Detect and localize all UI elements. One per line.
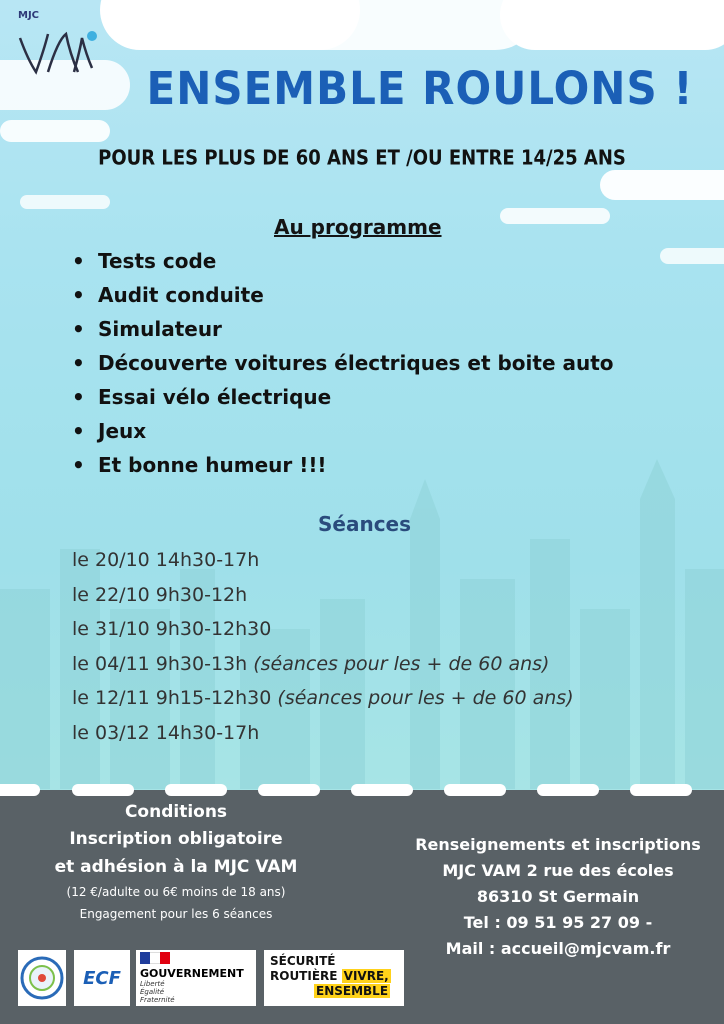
footer-band (0, 790, 724, 1024)
motto-line: Liberté (140, 980, 165, 988)
poster-title: ENSEMBLE ROULONS ! (146, 62, 694, 115)
sr-line: SÉCURITÉ (270, 954, 336, 968)
contact-line: Renseignements et inscriptions (415, 835, 701, 854)
contact-block (400, 832, 716, 962)
seance-date: le 22/10 9h30-12h (72, 583, 248, 606)
sr-slogan: ENSEMBLE (316, 984, 389, 998)
ecf-label: ECF (83, 967, 121, 989)
conditions-line: Inscription obligatoire (69, 829, 283, 849)
contact-line: 86310 St Germain (476, 887, 640, 906)
seances-list (72, 544, 574, 751)
seance-date: le 20/10 14h30-17h (72, 549, 260, 571)
seance-note: (séances pour les + de 60 ans) (277, 687, 574, 709)
badge-icon (18, 950, 66, 1006)
seance-row (72, 717, 574, 752)
road-markings (0, 784, 724, 796)
list-item: • Audit conduite (72, 280, 614, 314)
sr-line: ROUTIÈRE (270, 969, 338, 983)
org-label: MJC (18, 10, 40, 21)
conditions-line: Engagement pour les 6 séances (79, 907, 273, 921)
poster-subtitle: POUR LES PLUS DE 60 ANS ET /OU ENTRE 14/25 ANS (98, 146, 626, 171)
seance-date: le 12/11 9h15-12h30 (72, 687, 278, 709)
seance-date: le 04/11 9h30-13h (72, 652, 254, 675)
motto-line: Égalité (140, 988, 165, 996)
seance-note: (séances pour les + de 60 ans) (253, 652, 550, 675)
contact-line: MJC VAM 2 rue des écoles (442, 861, 674, 880)
gouvernement-logo (136, 950, 256, 1006)
seance-date: le 31/10 9h30-12h30 (72, 618, 272, 640)
motto-line: Fraternité (140, 996, 175, 1004)
ecf-logo (74, 950, 130, 1006)
list-item: • Jeux (72, 416, 614, 450)
seance-row (72, 682, 574, 717)
list-item: • Simulateur (72, 314, 614, 348)
list-item: • Essai vélo électrique (72, 382, 614, 416)
programme-heading: Au programme (274, 215, 442, 239)
partner-badge-logo (18, 950, 66, 1006)
contact-email[interactable]: Mail : accueil@mjcvam.fr (445, 939, 671, 958)
seance-row (72, 648, 574, 683)
seance-row (72, 544, 574, 579)
sr-slogan: VIVRE, (343, 969, 389, 983)
conditions-block (0, 800, 352, 925)
gouvernement-label: GOUVERNEMENT (140, 967, 244, 980)
list-item: • Découverte voitures électriques et boite auto (72, 348, 614, 382)
conditions-heading: Conditions (124, 802, 228, 822)
conditions-line: (12 €/adulte ou 6€ moins de 18 ans) (66, 885, 286, 899)
conditions-line: et adhésion à la MJC VAM (54, 857, 298, 877)
list-item: • Tests code (72, 246, 614, 280)
list-item: • Et bonne humeur !!! (72, 450, 614, 484)
seances-heading: Séances (318, 512, 412, 536)
seance-date: le 03/12 14h30-17h (72, 721, 260, 744)
securite-routiere-logo (264, 950, 404, 1006)
mjc-vam-logo (14, 20, 104, 80)
programme-list (72, 246, 614, 484)
seance-row (72, 613, 574, 648)
french-flag-icon (140, 952, 170, 964)
contact-line: Tel : 09 51 95 27 09 - (463, 913, 653, 932)
seance-row (72, 579, 574, 614)
